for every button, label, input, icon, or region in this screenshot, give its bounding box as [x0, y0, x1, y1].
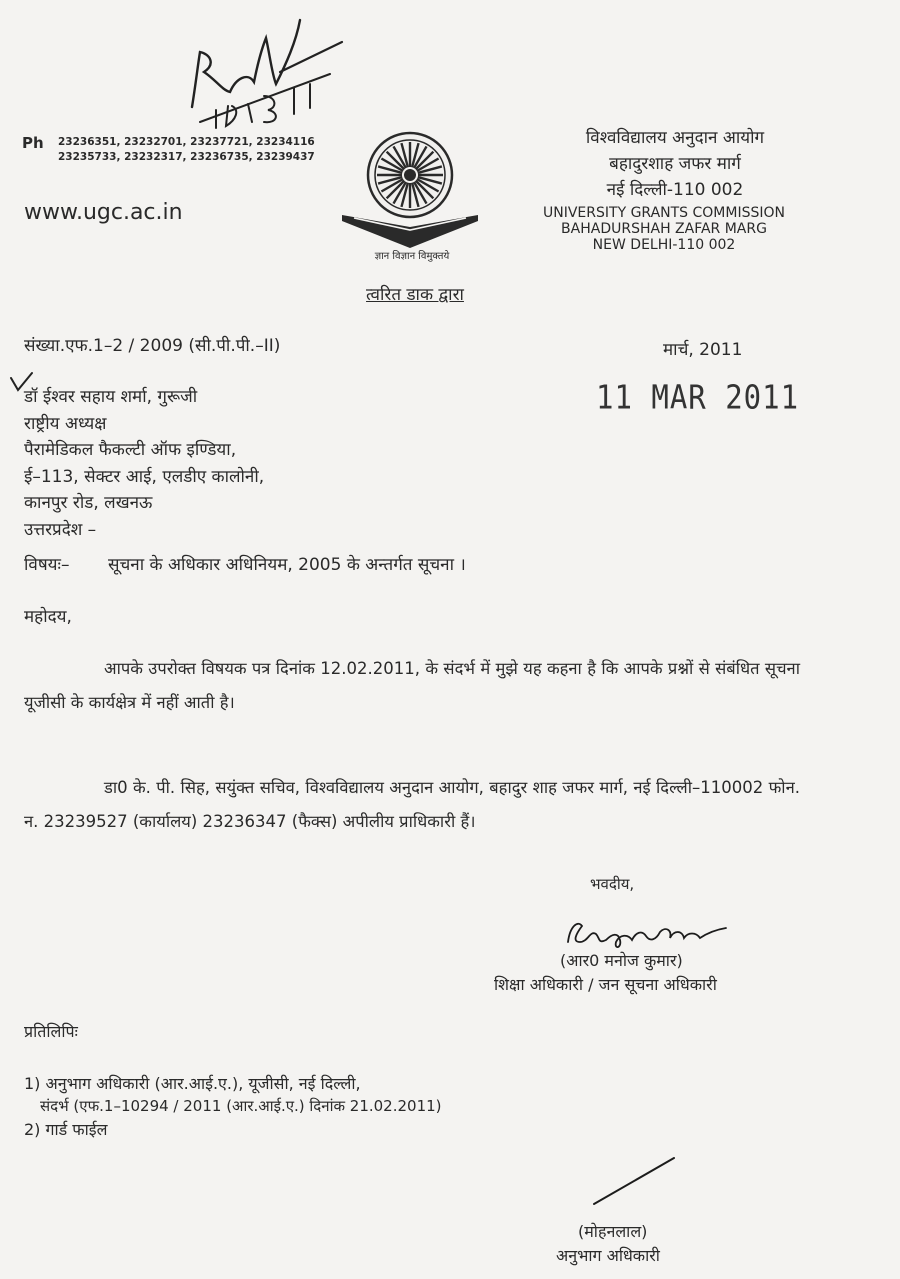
english-address-line: BAHADURSHAH ZAFAR MARG [561, 221, 767, 237]
footer-signatory-title: अनुभाग अधिकारी [556, 1246, 660, 1265]
body-paragraph-2 [24, 771, 800, 839]
hindi-address-line: विश्वविद्यालय अनुदान आयोग [585, 128, 765, 148]
addressee-line: राष्ट्रीय अध्यक्ष [24, 413, 107, 434]
signatory-title: शिक्षा अधिकारी / जन सूचना अधिकारी [494, 975, 717, 994]
website-url: www.ugc.ac.in [24, 200, 183, 225]
english-address-line: NEW DELHI-110 002 [592, 237, 736, 253]
copy-to-item-1: 1) अनुभाग अधिकारी (आर.आई.ए.), यूजीसी, नई दिल्ली, [24, 1074, 361, 1093]
phone-numbers [58, 135, 315, 165]
copy-to-label: प्रतिलिपिः [24, 1022, 78, 1041]
footer-signature-image [588, 1152, 680, 1210]
phone-label: Ph [22, 134, 44, 152]
addressee-line: कानपुर रोड, लखनऊ [24, 493, 153, 513]
hindi-address-line: बहादुरशाह जफर मार्ग [609, 154, 741, 174]
english-address-line: UNIVERSITY GRANTS COMMISSION [543, 205, 785, 221]
subject-label: विषयः– [24, 555, 70, 575]
post-method: त्वरित डाक द्वारा [366, 285, 464, 305]
emblem-motto: ज्ञान विज्ञान विमुक्तये [374, 251, 450, 262]
closing: भवदीय, [590, 875, 635, 893]
addressee-line: डॉ ईश्वर सहाय शर्मा, गुरूजी [24, 387, 198, 407]
footer-signatory-name: (मोहनलाल) [578, 1222, 648, 1241]
subject-text: सूचना के अधिकार अधिनियम, 2005 के अन्तर्गत सूचना । [108, 555, 466, 575]
addressee-line: पैरामेडिकल फैकल्टी ऑफ इण्डिया, [24, 440, 237, 460]
letter-date: मार्च, 2011 [663, 340, 743, 360]
body-paragraph-1 [24, 652, 800, 720]
salutation: महोदय, [24, 607, 72, 627]
addressee-block [24, 384, 264, 543]
addressee-line: उत्तरप्रदेश – [24, 519, 97, 540]
phone-line-2: 23235733, 23232317, 23236735, 23239437 [58, 151, 315, 163]
signatory-name: (आर0 मनोज कुमार) [560, 951, 683, 970]
copy-to-item-1-reference: संदर्भ (एफ.1–10294 / 2011 (आर.आई.ए.) दिनांक 21.02.2011) [40, 1097, 442, 1115]
ugc-emblem-icon [340, 128, 480, 250]
phone-line-1: 23236351, 23232701, 23237721, 23234116 [58, 136, 315, 148]
addressee-line: ई–113, सेक्टर आई, एलडीए कालोनी, [24, 466, 265, 487]
copy-to-item-2: 2) गार्ड फाईल [24, 1120, 108, 1139]
signature-image [560, 912, 730, 954]
hindi-address-line: नई दिल्ली-110 002 [606, 180, 744, 200]
english-address [533, 205, 795, 253]
hindi-address [560, 125, 790, 203]
body-paragraph-1-text: आपके उपरोक्त विषयक पत्र दिनांक 12.02.2011, के संदर्भ में मुझे यह कहना है कि आपके प्रश्नों से संबंधित सूचना यूजीसी के कार्यक्षेत्र में नहीं आती है। [24, 659, 800, 712]
date-stamp: 11 MAR 2011 [596, 377, 800, 417]
handwritten-receipt-note [170, 12, 350, 132]
reference-number: संख्या.एफ.1–2 / 2009 (सी.पी.पी.–II) [24, 336, 281, 356]
body-paragraph-2-text: डा0 के. पी. सिह, सयुंक्त सचिव, विश्वविद्यालय अनुदान आयोग, बहादुर शाह जफर मार्ग, नई दिल्ली–110002 फोन. न. 23239527 (कार्यालय) 23236347 (फैक्स) अपीलीय प्राधिकारी हैं। [24, 778, 800, 831]
